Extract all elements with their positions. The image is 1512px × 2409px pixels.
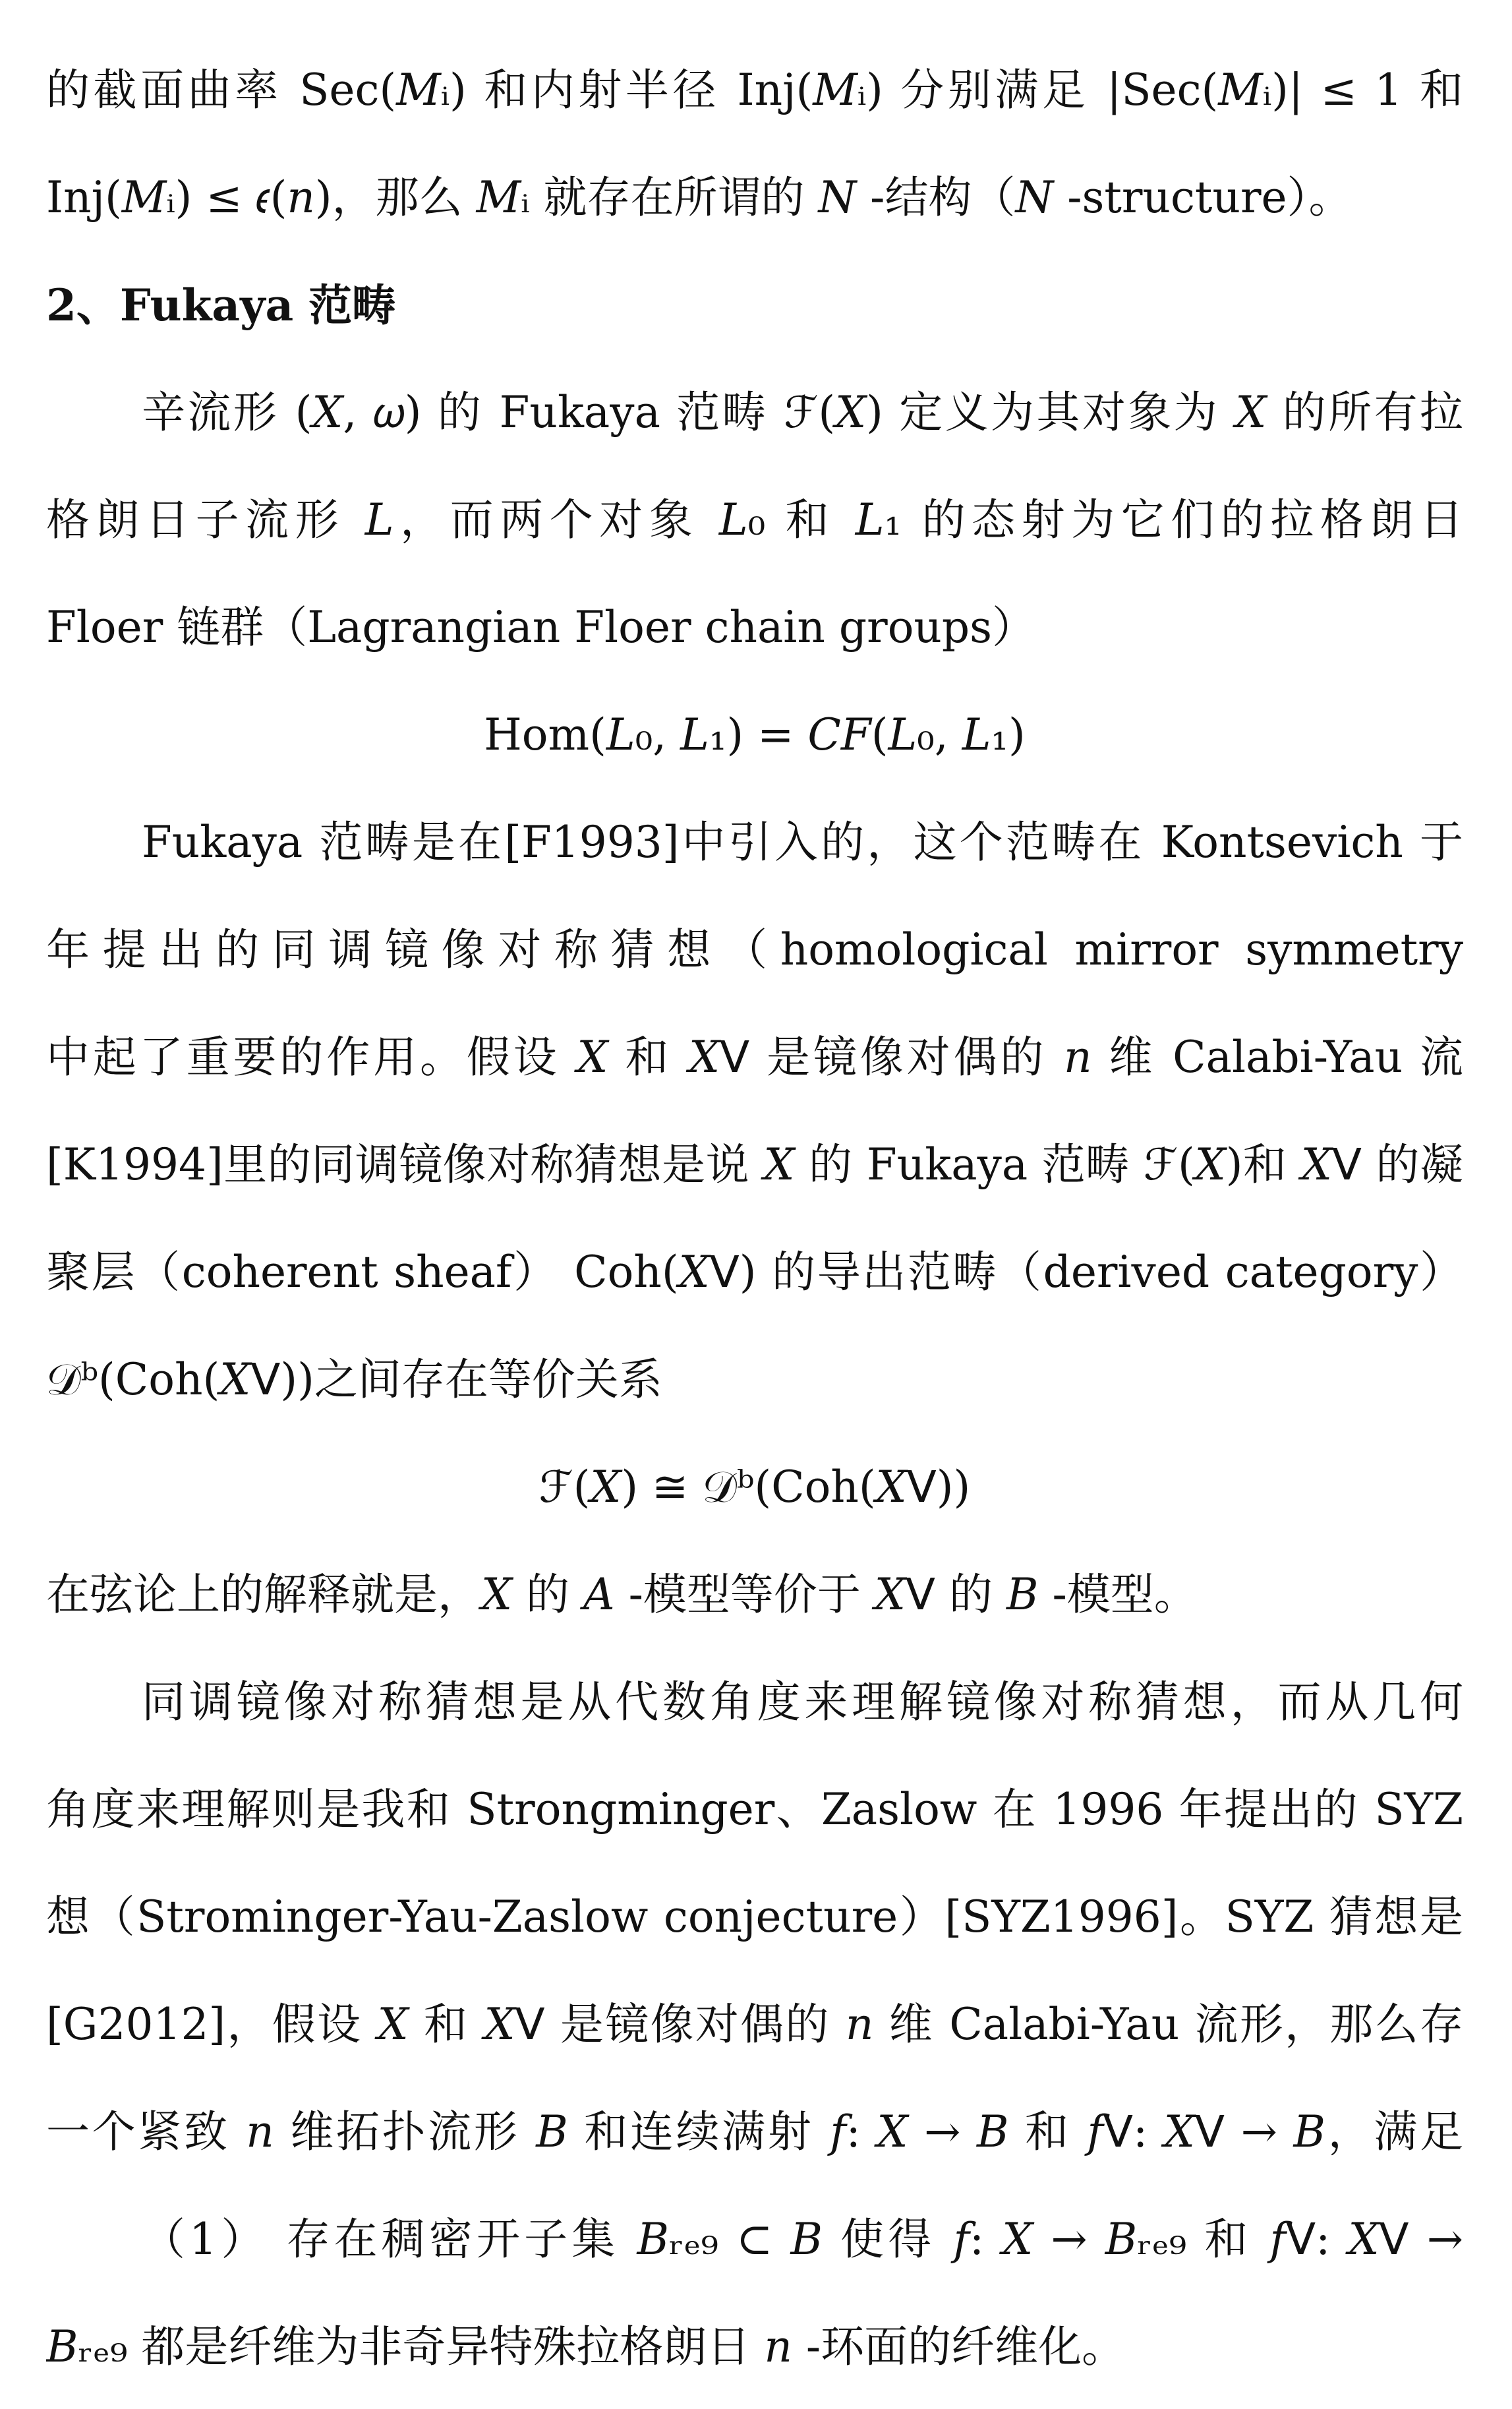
text-line-13: 𝒟ᵇ(Coh(𝑋ᐯ))之间存在等价关系: [46, 1354, 662, 1405]
text-line-2: Inj(𝑀ᵢ) ≤ 𝜖(𝑛)，那么 𝑀ᵢ 就存在所谓的 𝑁 -结构（𝑁 -structure）。: [46, 172, 1352, 223]
text-line-16: 同调镜像对称猜想是从代数角度来理解镜像对称猜想，而从几何: [142, 1677, 1463, 1727]
text-line-4: 辛流形 (𝑋, 𝜔) 的 Fukaya 范畴 ℱ(𝑋) 定义为其对象为 𝑋 的所有拉: [142, 387, 1463, 438]
text-line-20: 一个紧致 𝑛 维拓扑流形 𝐵 和连续满射 𝑓: 𝑋 → 𝐵 和 𝑓ᐯ: 𝑋ᐯ → 𝐵，满足: [46, 2106, 1463, 2157]
text-line-5: 格朗日子流形 𝐿，而两个对象 𝐿₀ 和 𝐿₁ 的态射为它们的拉格朗日: [46, 494, 1463, 545]
equation-equivalence: ℱ(𝑋) ≅ 𝒟ᵇ(Coh(𝑋ᐯ)): [538, 1462, 971, 1512]
list-item-1-line-2: 𝐵ᵣₑ₉ 都是纤维为非奇异特殊拉格朗日 𝑛 -环面的纤维化。: [46, 2321, 1126, 2372]
text-line-10: 中起了重要的作用。假设 𝑋 和 𝑋ᐯ 是镜像对偶的 𝑛 维 Calabi-Yau 流: [46, 1032, 1463, 1083]
text-line-12: 聚层（coherent sheaf） Coh(𝑋ᐯ) 的导出范畴（derived category）: [46, 1247, 1463, 1297]
text-line-11: [K1994]里的同调镜像对称猜想是说 𝑋 的 Fukaya 范畴 ℱ(𝑋)和 𝑋ᐯ 的凝: [46, 1139, 1463, 1190]
text-line-9: 年提出的同调镜像对称猜想（homological mirror symmetry: [46, 924, 1463, 975]
text-line-19: [G2012]，假设 𝑋 和 𝑋ᐯ 是镜像对偶的 𝑛 维 Calabi-Yau 流形，那么存: [46, 1999, 1463, 2050]
text-line-8: Fukaya 范畴是在[F1993]中引入的，这个范畴在 Kontsevich 于: [142, 817, 1463, 868]
text-line-15: 在弦论上的解释就是，𝑋 的 𝐴 -模型等价于 𝑋ᐯ 的 𝐵 -模型。: [46, 1569, 1198, 1620]
section-heading: 2、Fukaya 范畴: [46, 280, 396, 331]
text-line-17: 角度来理解则是我和 Strongminger、Zaslow 在 1996 年提出的 SYZ: [46, 1784, 1463, 1835]
text-line-1: 的截面曲率 Sec(𝑀ᵢ) 和内射半径 Inj(𝑀ᵢ) 分别满足 |Sec(𝑀ᵢ)| ≤ 1 和: [46, 65, 1463, 115]
equation-hom: Hom(𝐿₀, 𝐿₁) = 𝐶𝐹(𝐿₀, 𝐿₁): [484, 709, 1026, 760]
text-line-18: 想（Strominger-Yau-Zaslow conjecture）[SYZ1996]。SYZ 猜想是: [46, 1891, 1463, 1942]
list-item-1-line-1: （1） 存在稠密开子集 𝐵ᵣₑ₉ ⊂ 𝐵 使得 𝑓: 𝑋 → 𝐵ᵣₑ₉ 和 𝑓ᐯ: 𝑋ᐯ →: [142, 2214, 1463, 2265]
text-line-6: Floer 链群（Lagrangian Floer chain groups）: [46, 602, 1036, 653]
